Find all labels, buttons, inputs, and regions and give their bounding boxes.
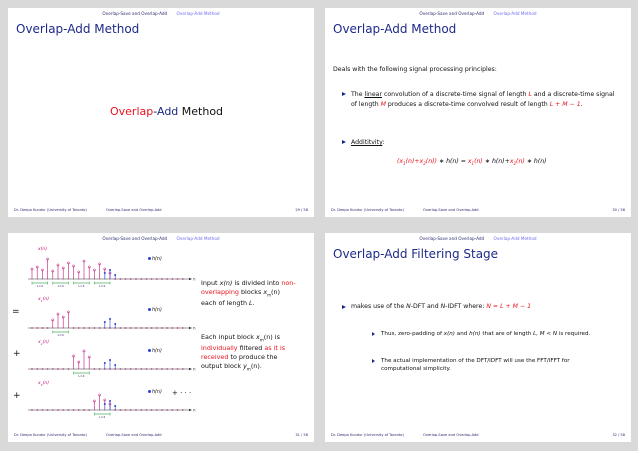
bullet-linear-convolution: The linear convolution of a discrete-time signal of length L and a discrete-time signal of length M produces a discrete-time convolved result of length L + M − 1. [351,90,616,109]
h-n-label: h(n) [148,257,162,262]
impulse-response-sample [109,400,111,402]
axis-arrow-icon [189,368,192,371]
nav-section-link[interactable]: Overlap-Save and Overlap-Add [419,11,485,16]
dot-icon [148,308,151,311]
bullet-triangle-icon [342,92,346,96]
frame-title: Overlap-Add Filtering Stage [333,247,499,261]
block-length-label: L=4 [99,284,106,288]
slide-30 [325,8,631,217]
label-x1-n: $x_1(n)$ [38,297,49,303]
nav-subsection-link[interactable]: Overlap-Add Method [176,11,220,16]
slide-footer [331,208,625,214]
slide-footer [331,433,625,439]
nav-subsection-link[interactable]: Overlap-Add Method [176,236,220,241]
bullet-triangle-icon [342,140,346,144]
impulse-response-sample [104,403,106,405]
frame-title: Overlap-Add Method [16,22,140,36]
slide-31 [8,233,314,442]
plus-operator: + [13,349,21,359]
bullet-triangle-icon [372,359,375,363]
footer-author: Dr. Deepa Kundur (University of Toronto) [14,208,87,212]
axis-label-n: n [193,325,196,331]
h-n-label: h(n) [148,308,162,313]
slide-29 [8,8,314,217]
block-length-label: L=4 [36,284,43,288]
footer-author: Dr. Deepa Kundur (University of Toronto) [331,208,404,212]
nav-subsection-link[interactable]: Overlap-Add Method [493,11,537,16]
additivity-equation: $(x_1(n)+x_2(n))$ ∗ $h(n) = x_1(n)$ ∗ $h(n)+x_2(n)$ ∗ h(n) [397,158,547,167]
block-length-label: L=4 [99,415,106,419]
label-x2-n: $x_2(n)$ [38,340,49,346]
footer-author: Dr. Deepa Kundur (University of Toronto) [14,433,87,437]
nav-section-link[interactable]: Overlap-Save and Overlap-Add [102,11,168,16]
nav-section-link[interactable]: Overlap-Save and Overlap-Add [419,236,485,241]
impulse-response-sample [104,321,106,323]
impulse-response-sample [109,318,111,320]
frame-title: Overlap-Add Method [333,22,457,36]
block-filtering-text: Each input block $x_m(n)$ is individually filtered as it is received to produce the output block $y_m(n)$. [201,333,286,372]
axis-arrow-icon [189,278,192,281]
bullet-n-dft: makes use of the N-DFT and N-IDFT where: N = L + M − 1 [351,303,531,310]
h-n-label: h(n) [148,390,162,395]
block-length-label: L=4 [78,284,85,288]
slide-32 [325,233,631,442]
centered-title: Overlap-Add Method [110,105,224,118]
block-length-label: L=4 [57,333,64,337]
impulse-response-sample [114,405,116,407]
slide-navigation [8,11,314,16]
impulse-response-sample [109,269,111,271]
h-n-label: h(n) [148,349,162,354]
axis-label-n: n [193,366,196,372]
dot-icon [148,390,151,393]
label-x3-n: $x_3(n)$ [38,381,49,387]
label-x-n: x(n) [38,247,48,252]
axis-arrow-icon [189,327,192,330]
axis-arrow-icon [189,409,192,412]
footer-title: Overlap-Save and Overlap-Add [106,208,162,212]
footer-page-number: 31 / 58 [295,433,308,437]
slide-navigation [325,11,631,16]
impulse-response-sample [114,364,116,366]
footer-page-number: 30 / 58 [612,208,625,212]
dot-icon [148,257,151,260]
axis-label-n: n [193,276,196,282]
intro-text: Deals with the following signal processing principles: [333,66,497,73]
block-length-label: L=4 [57,284,64,288]
bullet-triangle-icon [372,332,375,336]
sub-bullet-fft-implementation: The actual implementation of the DFT/IDFT will use the FFT/IFFT for computational simplicity. [381,357,601,374]
nav-section-link[interactable]: Overlap-Save and Overlap-Add [102,236,168,241]
equals-operator: = [12,307,20,317]
slide-footer [14,208,308,214]
impulse-response-sample [114,274,116,276]
footer-page-number: 32 / 58 [612,433,625,437]
footer-title: Overlap-Save and Overlap-Add [423,433,479,437]
footer-title: Overlap-Save and Overlap-Add [423,208,479,212]
impulse-response-sample [104,362,106,364]
sub-bullet-zero-padding: Thus, zero-padding of x(n) and h(n) that are of length L, M < N is required. [381,330,601,338]
impulse-response-sample [104,272,106,274]
block-length-label: L=4 [78,374,85,378]
footer-title: Overlap-Save and Overlap-Add [106,433,162,437]
input-division-text: Input x(n) is divided into non-overlapping blocks $x_m(n)$ each of length L. [201,279,296,308]
footer-author: Dr. Deepa Kundur (University of Toronto) [331,433,404,437]
axis-label-n: n [193,407,196,413]
bullet-additivity: Addititvity: [351,138,616,148]
plus-operator: + [13,391,21,401]
dot-icon [148,349,151,352]
impulse-response-sample [109,359,111,361]
slide-navigation [325,236,631,241]
impulse-response-sample [114,323,116,325]
footer-page-number: 29 / 58 [295,208,308,212]
slide-footer [14,433,308,439]
continuation-ellipsis: + · · · [172,389,192,397]
bullet-triangle-icon [342,305,346,309]
nav-subsection-link[interactable]: Overlap-Add Method [493,236,537,241]
